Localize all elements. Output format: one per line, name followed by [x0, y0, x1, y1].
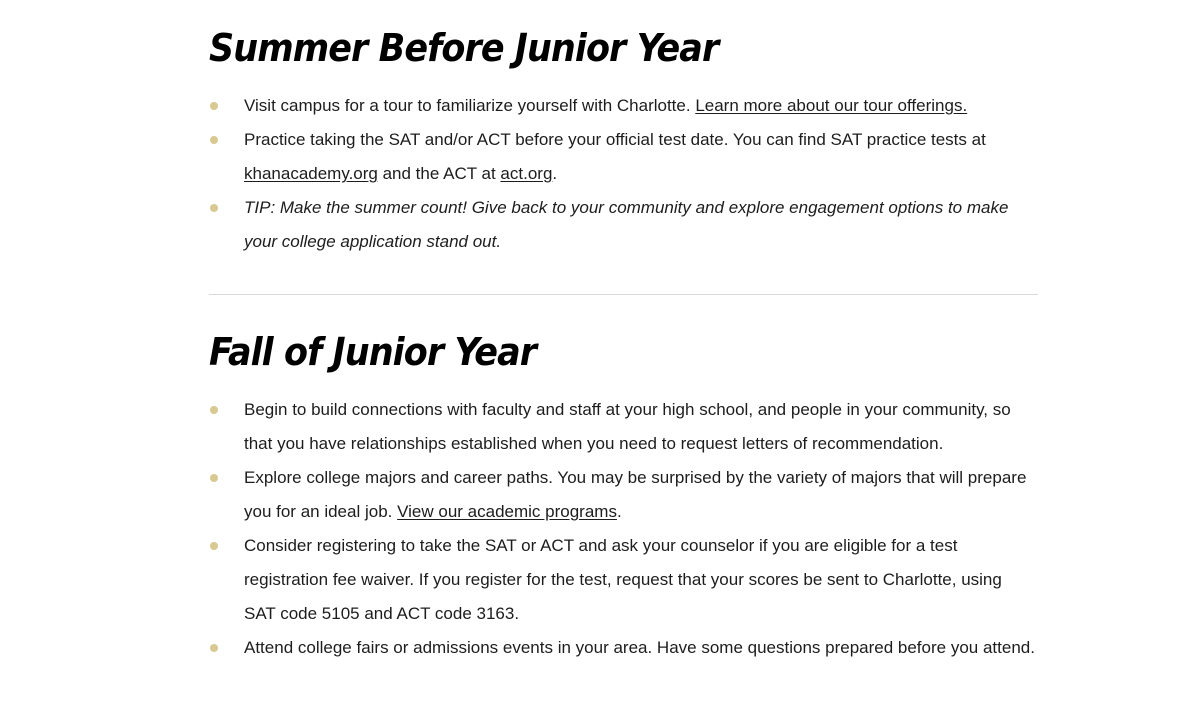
list-item-text: and the ACT at	[377, 164, 501, 183]
list-item	[209, 393, 1038, 461]
academic-programs-link[interactable]: View our academic programs	[397, 502, 617, 521]
bullet-dot-icon	[210, 644, 218, 652]
section-title-summer: Summer Before Junior Year	[209, 26, 719, 70]
section-divider	[209, 294, 1038, 295]
bullet-dot-icon	[210, 102, 218, 110]
list-item	[209, 123, 1038, 191]
list-item-text: Begin to build connections with faculty and staff at your high school, and people in your community, so that you have relationships established when you need to request letters of recommendation.	[244, 400, 1011, 453]
summer-checklist	[209, 89, 1038, 259]
bullet-dot-icon	[210, 204, 218, 212]
list-item-text: Practice taking the SAT and/or ACT before your official test date. You can find SAT practice tests at	[244, 130, 986, 149]
tip-text: TIP: Make the summer count! Give back to your community and explore engagement options to make your college application stand out.	[244, 198, 1009, 251]
list-item	[209, 89, 1038, 123]
list-item-tip	[209, 191, 1038, 259]
list-item-text: Explore college majors and career paths. You may be surprised by the variety of majors that will prepare you for an ideal job.	[244, 468, 1027, 521]
bullet-dot-icon	[210, 474, 218, 482]
bullet-dot-icon	[210, 406, 218, 414]
list-item-text: Visit campus for a tour to familiarize yourself with Charlotte.	[244, 96, 696, 115]
act-org-link[interactable]: act.org	[500, 164, 553, 183]
tour-offerings-link[interactable]: Learn more about our tour offerings.	[695, 96, 968, 115]
list-item-text: .	[616, 502, 622, 521]
list-item-text: .	[552, 164, 558, 183]
khanacademy-link[interactable]: khanacademy.org	[244, 164, 378, 183]
list-item-text: Consider registering to take the SAT or ACT and ask your counselor if you are eligible for a test registration fee waiver. If you register for the test, request that your scores be sent to Charlotte, using SAT code 5105 and ACT code 3163.	[244, 536, 1002, 623]
list-item	[209, 631, 1038, 665]
list-item	[209, 461, 1038, 529]
section-title-fall: Fall of Junior Year	[209, 330, 537, 374]
bullet-dot-icon	[210, 542, 218, 550]
list-item	[209, 529, 1038, 631]
list-item-text: Attend college fairs or admissions events in your area. Have some questions prepared before you attend.	[244, 638, 1035, 657]
fall-checklist	[209, 393, 1038, 665]
bullet-dot-icon	[210, 136, 218, 144]
